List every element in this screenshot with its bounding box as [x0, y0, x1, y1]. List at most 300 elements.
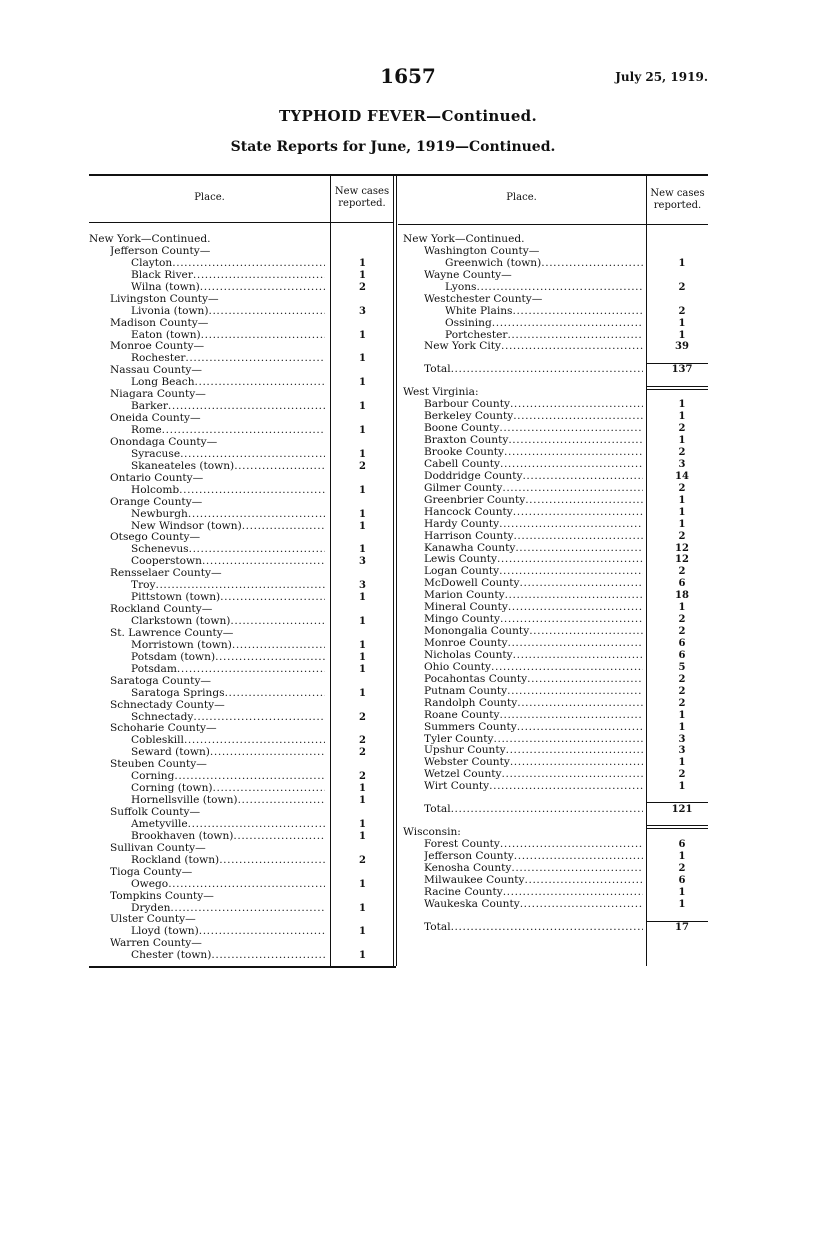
place-name: Madison County— — [110, 317, 209, 329]
table-row — [89, 747, 394, 759]
group-heading-row — [89, 700, 394, 712]
table-row — [89, 783, 394, 795]
case-count: 2 — [678, 862, 686, 874]
place-name: Mineral County ..... — [424, 602, 643, 614]
place-name: Waukeska County ..... — [424, 899, 643, 911]
group-heading-row — [89, 365, 394, 377]
place-name: Troy ..... — [131, 580, 325, 592]
header-place-left: Place. — [194, 192, 225, 203]
group-heading-row — [89, 938, 394, 950]
total-rule-wi-1 — [647, 921, 708, 922]
title-main: TYPHOID FEVER — [279, 107, 427, 125]
group-heading-row — [403, 234, 708, 246]
case-count: 2 — [678, 447, 686, 458]
table-row — [89, 509, 394, 521]
page-subtitle: State Reports for June, 1919—Continued. — [230, 139, 556, 155]
case-count: 6 — [678, 874, 686, 886]
case-count: 3 — [359, 556, 366, 568]
table-row — [403, 757, 708, 769]
case-count: 1 — [678, 411, 686, 423]
header-cases-right-line2: reported. — [653, 200, 702, 211]
case-count: 3 — [678, 458, 686, 470]
case-count: 6 — [678, 578, 686, 590]
case-count: 17 — [675, 921, 689, 933]
case-count: 1 — [359, 902, 366, 914]
place-name: Barker ..... — [131, 401, 325, 413]
group-heading-row — [89, 759, 394, 771]
case-count: 1 — [359, 377, 366, 389]
table-row — [403, 662, 708, 674]
place-name: Ohio County ..... — [424, 662, 643, 674]
case-count: 1 — [359, 269, 366, 281]
place-name: Hornellsville (town) ..... — [131, 795, 325, 807]
table-row — [89, 258, 394, 270]
table-row — [403, 282, 708, 294]
place-name: Saratoga Springs ..... — [131, 688, 325, 700]
place-name: Schenevus ..... — [131, 544, 325, 556]
table-row — [89, 544, 394, 556]
place-name: Jefferson County— — [110, 245, 211, 257]
page-number: 1657 — [380, 64, 436, 88]
case-count: 2 — [678, 530, 686, 542]
table-row — [403, 399, 708, 411]
table-row — [403, 507, 708, 519]
case-count: 2 — [359, 711, 366, 723]
place-name: Forest County ..... — [424, 839, 643, 851]
table-row — [89, 771, 394, 783]
table-row — [403, 411, 708, 423]
table-row — [403, 710, 708, 722]
case-count: 1 — [359, 795, 366, 807]
place-name: Total ..... — [424, 364, 643, 376]
place-name: Tyler County ..... — [424, 734, 643, 746]
total-row — [403, 922, 708, 934]
table-row — [403, 471, 708, 483]
place-name: Suffolk County— — [110, 807, 201, 818]
case-count: 1 — [678, 494, 686, 506]
header-bottom-rule-right — [398, 224, 708, 225]
place-name: Rochester ..... — [131, 353, 325, 365]
case-count: 12 — [675, 542, 689, 554]
place-name: Corning ..... — [131, 771, 325, 783]
table-row — [403, 851, 708, 863]
group-heading-row — [89, 604, 394, 616]
total-row — [403, 804, 708, 816]
place-name: Putnam County ..... — [424, 686, 643, 698]
title-continued: —Continued. — [426, 107, 537, 125]
header-cases-left-line2: reported. — [338, 198, 386, 209]
place-name: White Plains ..... — [445, 306, 643, 318]
table-row — [403, 306, 708, 318]
group-heading-row — [89, 473, 394, 485]
table-row — [89, 330, 394, 342]
table-row — [403, 578, 708, 590]
header-cases-right — [647, 188, 708, 212]
table-row — [89, 461, 394, 473]
place-name: Black River ..... — [131, 270, 325, 282]
place-name: Warren County— — [110, 938, 202, 950]
case-count: 5 — [678, 661, 686, 673]
place-name: Kenosha County ..... — [424, 863, 643, 875]
group-heading-row — [89, 891, 394, 903]
place-name: Washington County— — [424, 245, 540, 257]
case-count: 1 — [678, 898, 686, 910]
case-count: 2 — [678, 305, 686, 317]
total-rule-wv-2 — [647, 825, 708, 826]
table-row — [403, 495, 708, 507]
header-cases-left — [331, 186, 393, 210]
case-count: 137 — [671, 364, 693, 376]
table-row — [403, 839, 708, 851]
case-count: 2 — [678, 566, 686, 578]
table-row — [403, 543, 708, 555]
case-count: 1 — [678, 602, 686, 614]
case-count: 1 — [359, 687, 366, 699]
case-count: 3 — [359, 305, 366, 317]
group-heading-row — [89, 568, 394, 580]
case-count: 1 — [678, 435, 686, 447]
place-name: Racine County ..... — [424, 887, 643, 899]
case-count: 1 — [678, 329, 686, 341]
place-name: Braxton County ..... — [424, 435, 643, 447]
group-heading-row — [89, 807, 394, 819]
place-name: Wetzel County ..... — [424, 769, 643, 781]
place-name: Potsdam ..... — [131, 664, 325, 676]
case-count: 1 — [359, 484, 366, 496]
group-heading-row — [89, 843, 394, 855]
group-heading-row — [89, 294, 394, 306]
case-count: 2 — [678, 769, 686, 781]
place-name: Skaneateles (town) ..... — [131, 461, 325, 473]
case-count: 1 — [359, 639, 366, 651]
case-count: 1 — [359, 425, 366, 436]
group-heading-row — [89, 437, 394, 449]
group-heading-row — [89, 914, 394, 926]
table-row — [403, 423, 708, 435]
table-row — [89, 449, 394, 461]
table-row — [89, 616, 394, 628]
place-name: New Windsor (town) ..... — [131, 521, 325, 533]
table-row — [89, 795, 394, 807]
place-name: Cabell County ..... — [424, 459, 643, 471]
place-name: Gilmer County ..... — [424, 483, 643, 495]
place-name: Ossining ..... — [445, 318, 643, 330]
case-count: 1 — [678, 317, 686, 329]
place-name: New York—Continued. — [89, 234, 211, 245]
place-name: Pocahontas County ..... — [424, 674, 643, 686]
table-row — [403, 686, 708, 698]
case-count: 1 — [359, 818, 366, 830]
case-count: 2 — [678, 685, 686, 697]
table-row — [403, 626, 708, 638]
case-count: 1 — [359, 783, 366, 795]
case-count: 1 — [678, 886, 686, 898]
group-heading-row — [89, 532, 394, 544]
place-name: Schnectady ..... — [131, 712, 325, 724]
case-count: 121 — [671, 804, 693, 816]
group-heading-row — [403, 246, 708, 258]
case-count: 2 — [359, 771, 366, 783]
place-name: Wayne County— — [424, 269, 512, 281]
place-name: Monroe County— — [110, 341, 205, 353]
table-top-rule — [89, 174, 708, 176]
case-count: 1 — [678, 399, 686, 411]
table-row — [403, 483, 708, 495]
place-name: Steuben County— — [110, 759, 207, 771]
table-row — [403, 602, 708, 614]
group-heading-row — [89, 676, 394, 688]
case-count: 1 — [359, 663, 366, 675]
case-count: 6 — [678, 638, 686, 649]
place-name: Wisconsin: — [403, 827, 461, 839]
table-row — [89, 903, 394, 915]
case-count: 3 — [678, 733, 686, 745]
table-row — [403, 638, 708, 650]
case-count: 1 — [359, 329, 366, 341]
table-row — [403, 330, 708, 342]
header-bottom-rule-left — [89, 222, 393, 223]
table-row — [89, 521, 394, 533]
total-rule-wv-1 — [647, 802, 708, 803]
table-row — [89, 485, 394, 497]
place-name: West Virginia: — [403, 387, 479, 399]
place-name: Orange County— — [110, 496, 203, 508]
case-count: 1 — [678, 757, 686, 769]
place-name: Schnectady County— — [110, 699, 225, 711]
table-row — [403, 650, 708, 662]
table-row — [89, 950, 394, 962]
group-heading-row — [403, 270, 708, 282]
table-row — [403, 745, 708, 757]
place-name: McDowell County ..... — [424, 578, 643, 590]
place-name: Upshur County ..... — [424, 745, 643, 757]
total-rule-ny-2 — [647, 386, 708, 387]
place-name: Cobleskill ..... — [131, 735, 325, 747]
case-count: 3 — [359, 580, 366, 592]
table-row — [89, 425, 394, 437]
table-row — [89, 879, 394, 891]
group-heading-row — [89, 389, 394, 401]
case-count: 2 — [678, 673, 686, 685]
table-row — [89, 855, 394, 867]
place-name: Schoharie County— — [110, 723, 217, 735]
place-name: Logan County ..... — [424, 566, 643, 578]
place-name: Cooperstown ..... — [131, 556, 325, 568]
place-name: Pittstown (town) ..... — [131, 592, 325, 604]
place-name: Sullivan County— — [110, 842, 206, 854]
table-row — [89, 353, 394, 365]
left-column — [89, 234, 394, 962]
table-row — [403, 447, 708, 459]
place-name: Monroe County ..... — [424, 638, 643, 650]
table-row — [403, 875, 708, 887]
case-count: 2 — [678, 697, 686, 709]
case-count: 2 — [359, 281, 366, 293]
table-row — [403, 554, 708, 566]
case-count: 3 — [678, 745, 686, 757]
case-count: 6 — [678, 649, 686, 661]
case-count: 1 — [359, 651, 366, 663]
place-name: Lewis County ..... — [424, 554, 643, 566]
place-name: Morristown (town) ..... — [131, 640, 325, 652]
place-name: Potsdam (town) ..... — [131, 652, 325, 664]
table-row — [89, 640, 394, 652]
case-count: 1 — [678, 506, 686, 518]
group-heading-row — [89, 341, 394, 353]
header-place-right: Place. — [506, 192, 537, 203]
header-cases-left-line1: New cases — [334, 186, 390, 197]
page-date: July 25, 1919. — [615, 70, 708, 84]
table-row — [89, 556, 394, 568]
table-row — [403, 435, 708, 447]
place-name: Seward (town) ..... — [131, 747, 325, 759]
place-name: Otsego County— — [110, 532, 201, 544]
place-name: Lyons ..... — [445, 282, 643, 294]
table-row — [89, 735, 394, 747]
place-name: Nicholas County ..... — [424, 650, 643, 662]
group-heading-row — [89, 246, 394, 258]
case-count: 1 — [359, 616, 366, 627]
table-row — [89, 712, 394, 724]
table-row — [403, 769, 708, 781]
place-name: Ametyville ..... — [131, 819, 325, 831]
total-rule-ny-3 — [647, 389, 708, 390]
case-count: 2 — [678, 281, 686, 293]
case-count: 1 — [678, 709, 686, 721]
case-count: 1 — [359, 520, 366, 532]
case-count: 18 — [675, 590, 689, 602]
case-count: 2 — [678, 626, 686, 638]
table-row — [403, 519, 708, 531]
table-row — [403, 722, 708, 734]
case-count: 1 — [678, 781, 686, 793]
table-row — [89, 688, 394, 700]
table-row — [89, 282, 394, 294]
table-row — [403, 590, 708, 602]
total-rule-wv-3 — [647, 828, 708, 829]
place-name: Oneida County— — [110, 413, 201, 425]
place-name: Saratoga County— — [110, 675, 212, 687]
table-row — [403, 566, 708, 578]
place-name: Clayton ..... — [131, 258, 325, 270]
place-name: Tompkins County— — [110, 890, 214, 902]
table-row — [89, 270, 394, 282]
case-count: 2 — [359, 735, 366, 747]
case-count: 2 — [678, 423, 686, 435]
total-row — [403, 364, 708, 376]
group-heading-row — [89, 628, 394, 640]
table-row — [89, 306, 394, 318]
group-heading-row — [89, 723, 394, 735]
group-heading-row — [89, 497, 394, 509]
table-row — [403, 887, 708, 899]
case-count: 14 — [675, 470, 689, 482]
table-row — [403, 318, 708, 330]
group-heading-row — [89, 318, 394, 330]
place-name: Chester (town) ..... — [131, 950, 325, 962]
place-name: New York City ..... — [424, 341, 643, 353]
place-name: Ulster County— — [110, 914, 196, 926]
place-name: Rensselaer County— — [110, 568, 222, 580]
group-heading-row — [89, 234, 394, 246]
place-name: Rome ..... — [131, 425, 325, 437]
table-row — [89, 652, 394, 664]
place-name: Wilna (town) ..... — [131, 282, 325, 294]
place-name: Barbour County ..... — [424, 399, 643, 411]
place-name: Mingo County ..... — [424, 614, 643, 626]
case-count: 2 — [678, 614, 686, 626]
case-count: 1 — [359, 508, 366, 520]
place-name: Hardy County ..... — [424, 519, 643, 531]
case-count: 2 — [359, 747, 366, 759]
place-name: Lloyd (town) ..... — [131, 926, 325, 938]
table-row — [403, 459, 708, 471]
table-row — [403, 899, 708, 911]
place-name: Hancock County ..... — [424, 507, 643, 519]
table-bottom-rule — [89, 966, 396, 968]
table-row — [89, 592, 394, 604]
place-name: Randolph County ..... — [424, 698, 643, 710]
place-name: Milwaukee County ..... — [424, 875, 643, 887]
case-count: 1 — [359, 353, 366, 365]
place-name: Doddridge County ..... — [424, 471, 643, 483]
total-rule-ny-1 — [647, 363, 708, 364]
place-name: Niagara County— — [110, 389, 206, 401]
place-name: Portchester ..... — [445, 330, 643, 342]
header-cases-right-line1: New cases — [650, 188, 705, 199]
group-heading-row — [89, 413, 394, 425]
case-count: 1 — [678, 851, 686, 862]
case-count: 2 — [359, 460, 366, 472]
case-count: 1 — [359, 926, 366, 938]
table-row — [403, 734, 708, 746]
case-count: 12 — [675, 554, 689, 566]
place-name: Ontario County— — [110, 472, 204, 484]
page-title — [0, 107, 816, 125]
group-heading-row — [403, 294, 708, 306]
place-name: Holcomb ..... — [131, 485, 325, 497]
table-row — [89, 831, 394, 843]
table-row — [403, 531, 708, 543]
table-row — [89, 664, 394, 676]
group-heading-row — [89, 867, 394, 879]
table-row — [403, 258, 708, 270]
place-name: Syracuse ..... — [131, 449, 325, 461]
divider-center-2 — [396, 176, 397, 966]
place-name: Livingston County— — [110, 293, 219, 305]
place-name: Rockland County— — [110, 604, 213, 616]
place-name: Jefferson County ..... — [424, 851, 643, 863]
case-count: 1 — [359, 257, 366, 269]
table-row — [89, 401, 394, 413]
place-name: Greenbrier County ..... — [424, 495, 643, 507]
table-row — [89, 926, 394, 938]
case-count: 1 — [359, 878, 366, 890]
place-name: Rockland (town) ..... — [131, 855, 325, 867]
place-name: Marion County ..... — [424, 590, 643, 602]
place-name: Total ..... — [424, 922, 643, 934]
place-name: Webster County ..... — [424, 757, 643, 769]
place-name: Wirt County ..... — [424, 781, 643, 793]
place-name: Westchester County— — [424, 293, 543, 305]
place-name: Clarkstown (town) ..... — [131, 616, 325, 628]
place-name: Boone County ..... — [424, 423, 643, 435]
place-name: St. Lawrence County— — [110, 627, 234, 639]
case-count: 1 — [359, 401, 366, 413]
place-name: Roane County ..... — [424, 710, 643, 722]
table-row — [403, 698, 708, 710]
place-name: Corning (town) ..... — [131, 783, 325, 795]
